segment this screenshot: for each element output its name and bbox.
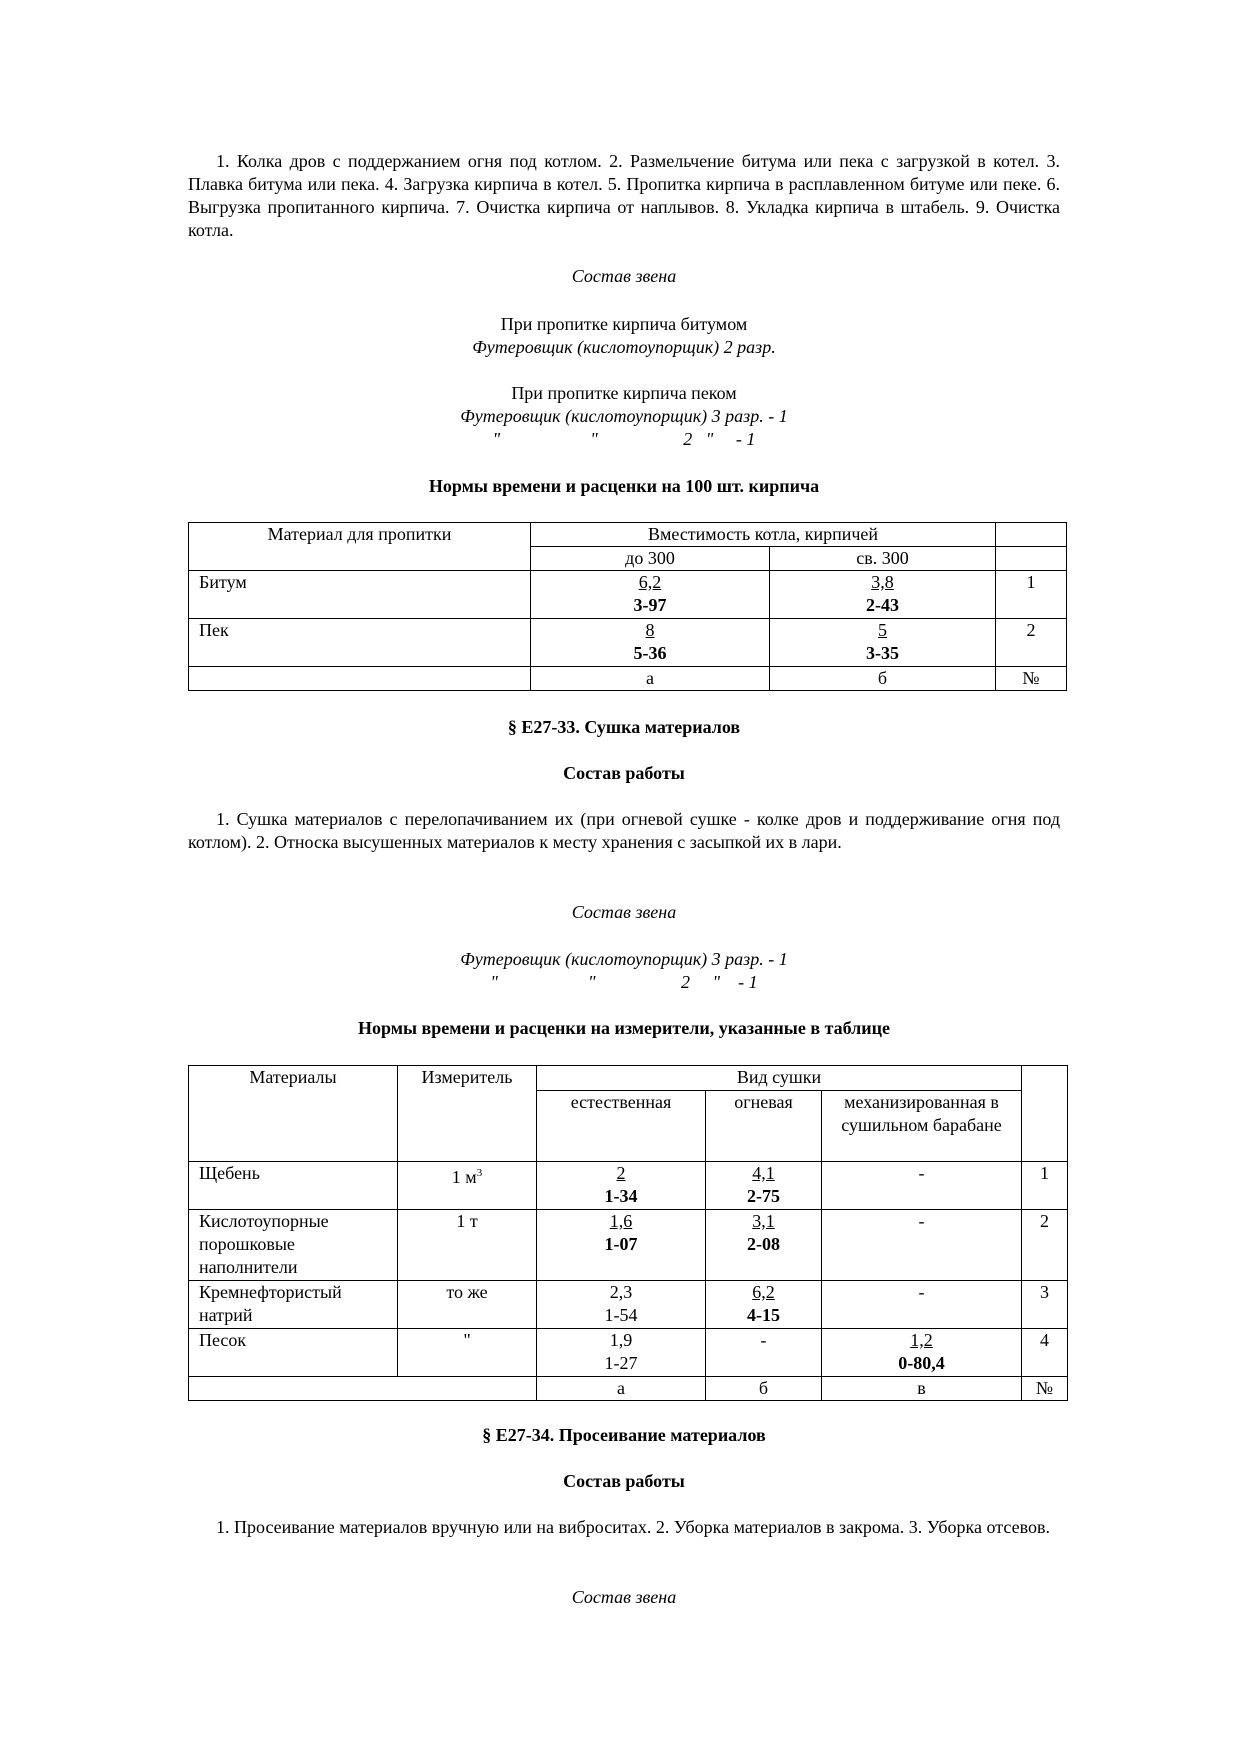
footer-b: б [770,667,996,691]
cell-unit: 1 т [398,1210,537,1281]
cell-unit: то же [398,1281,537,1329]
footer-a: а [531,667,770,691]
table-footer-row [189,667,1067,691]
cell-no: 1 [996,571,1067,619]
footer-b: б [706,1377,822,1401]
cell-c: - [822,1162,1022,1210]
cell-material: Битум [189,571,531,619]
cell-material: Щебень [189,1162,398,1210]
cell-a: 8 5-36 [531,619,770,667]
table-row [189,619,1067,667]
work-description-1: 1. Колка дров с поддержанием огня под котлом. 2. Размельчение битума или пека с загрузкой в котел. 3. Плавка битума или пека. 4. Загрузка кирпича в котел. 5. Пропитка кирпича в расплавленном битуме или пеке. 6. Выгрузка пропитанного кирпича. 7. Очистка кирпича от наплывов. 8. Укладка кирпича в штабель. 9. Очистка котла. [188,151,1060,240]
footer-a: а [537,1377,706,1401]
crew-heading: Состав звена [571,902,677,922]
cell-b: 3,8 2-43 [770,571,996,619]
footer-no: № [996,667,1067,691]
header-fire: огневая [706,1091,822,1162]
cell-material: Песок [189,1329,398,1377]
table-row [189,1162,1068,1210]
table2-title: Нормы времени и расценки на измерители, указанные в таблице [357,1018,891,1038]
section-e27-34-title: § Е27-34. Просеивание материалов [482,1425,766,1445]
header-materials: Материалы [189,1066,398,1162]
cell-a: 2 1-34 [537,1162,706,1210]
crew-heading: Состав звена [571,266,677,286]
header-natural: естественная [537,1091,706,1162]
cell-b: 6,2 4-15 [706,1281,822,1329]
work-heading: Состав работы [563,763,685,783]
work-heading: Состав работы [563,1471,685,1491]
section-e27-33-title: § Е27-33. Сушка материалов [507,717,741,737]
table-row [189,1281,1068,1329]
cell-no: 2 [996,619,1067,667]
cell-c: - [822,1210,1022,1281]
cell-no: 1 [1022,1162,1068,1210]
header-over-300: св. 300 [770,547,996,571]
crew3-worker: Футеровщик (кислотоупорщик) 3 разр. - 1 [460,949,788,969]
cell-b: 5 3-35 [770,619,996,667]
work-description-3: 1. Просеивание материалов вручную или на виброситах. 2. Уборка материалов в закрома. 3. Уборка отсевов. [216,1517,1050,1537]
cell-b: - [706,1329,822,1377]
table-row [189,1210,1068,1281]
header-material: Материал для пропитки [189,523,531,571]
crew1-worker: Футеровщик (кислотоупорщик) 2 разр. [472,337,776,357]
crew1-label: При пропитке кирпича битумом [500,314,748,334]
table-footer-row [189,1377,1068,1401]
cell-material: Пек [189,619,531,667]
crew2-ditto: " " 2 " - 1 [492,429,756,449]
header-capacity: Вместимость котла, кирпичей [531,523,996,547]
footer-c: в [822,1377,1022,1401]
cell-no: 2 [1022,1210,1068,1281]
table1-title: Нормы времени и расценки на 100 шт. кирпича [428,476,820,496]
cell-c: - [822,1281,1022,1329]
table-drying-norms [188,1065,1068,1401]
cell-unit: 1 $м^3$ [398,1162,537,1210]
table-row [189,1329,1068,1377]
header-unit: Измеритель [398,1066,537,1162]
header-drying-type: Вид сушки [537,1066,1022,1091]
cell-no: 3 [1022,1281,1068,1329]
cell-a: 1,6 1-07 [537,1210,706,1281]
cell-a: 1,9 1-27 [537,1329,706,1377]
cell-material: Кислотоупорные порошковые наполнители [189,1210,398,1281]
table-impregnation-norms [188,522,1067,691]
cell-b: 4,1 2-75 [706,1162,822,1210]
crew2-worker: Футеровщик (кислотоупорщик) 3 разр. - 1 [460,406,788,426]
crew3-ditto: " " 2 " - 1 [490,972,758,992]
cell-c: 1,2 0-80,4 [822,1329,1022,1377]
crew-heading: Состав звена [571,1587,677,1607]
cell-b: 3,1 2-08 [706,1210,822,1281]
footer-no: № [1022,1377,1068,1401]
crew2-label: При пропитке кирпича пеком [511,383,737,403]
table-row [189,571,1067,619]
cell-a: 2,3 1-54 [537,1281,706,1329]
cell-unit: " [398,1329,537,1377]
header-up-to-300: до 300 [531,547,770,571]
cell-a: 6,2 3-97 [531,571,770,619]
work-description-2: 1. Сушка материалов с перелопачиванием их (при огневой сушке - колке дров и поддерживание огня под котлом). 2. Относка высушенных материалов к месту хранения с засыпкой их в лари. [188,809,1060,852]
cell-no: 4 [1022,1329,1068,1377]
header-mechanized: механизированная в сушильном барабане [822,1091,1022,1162]
cell-material: Кремнефтористый натрий [189,1281,398,1329]
